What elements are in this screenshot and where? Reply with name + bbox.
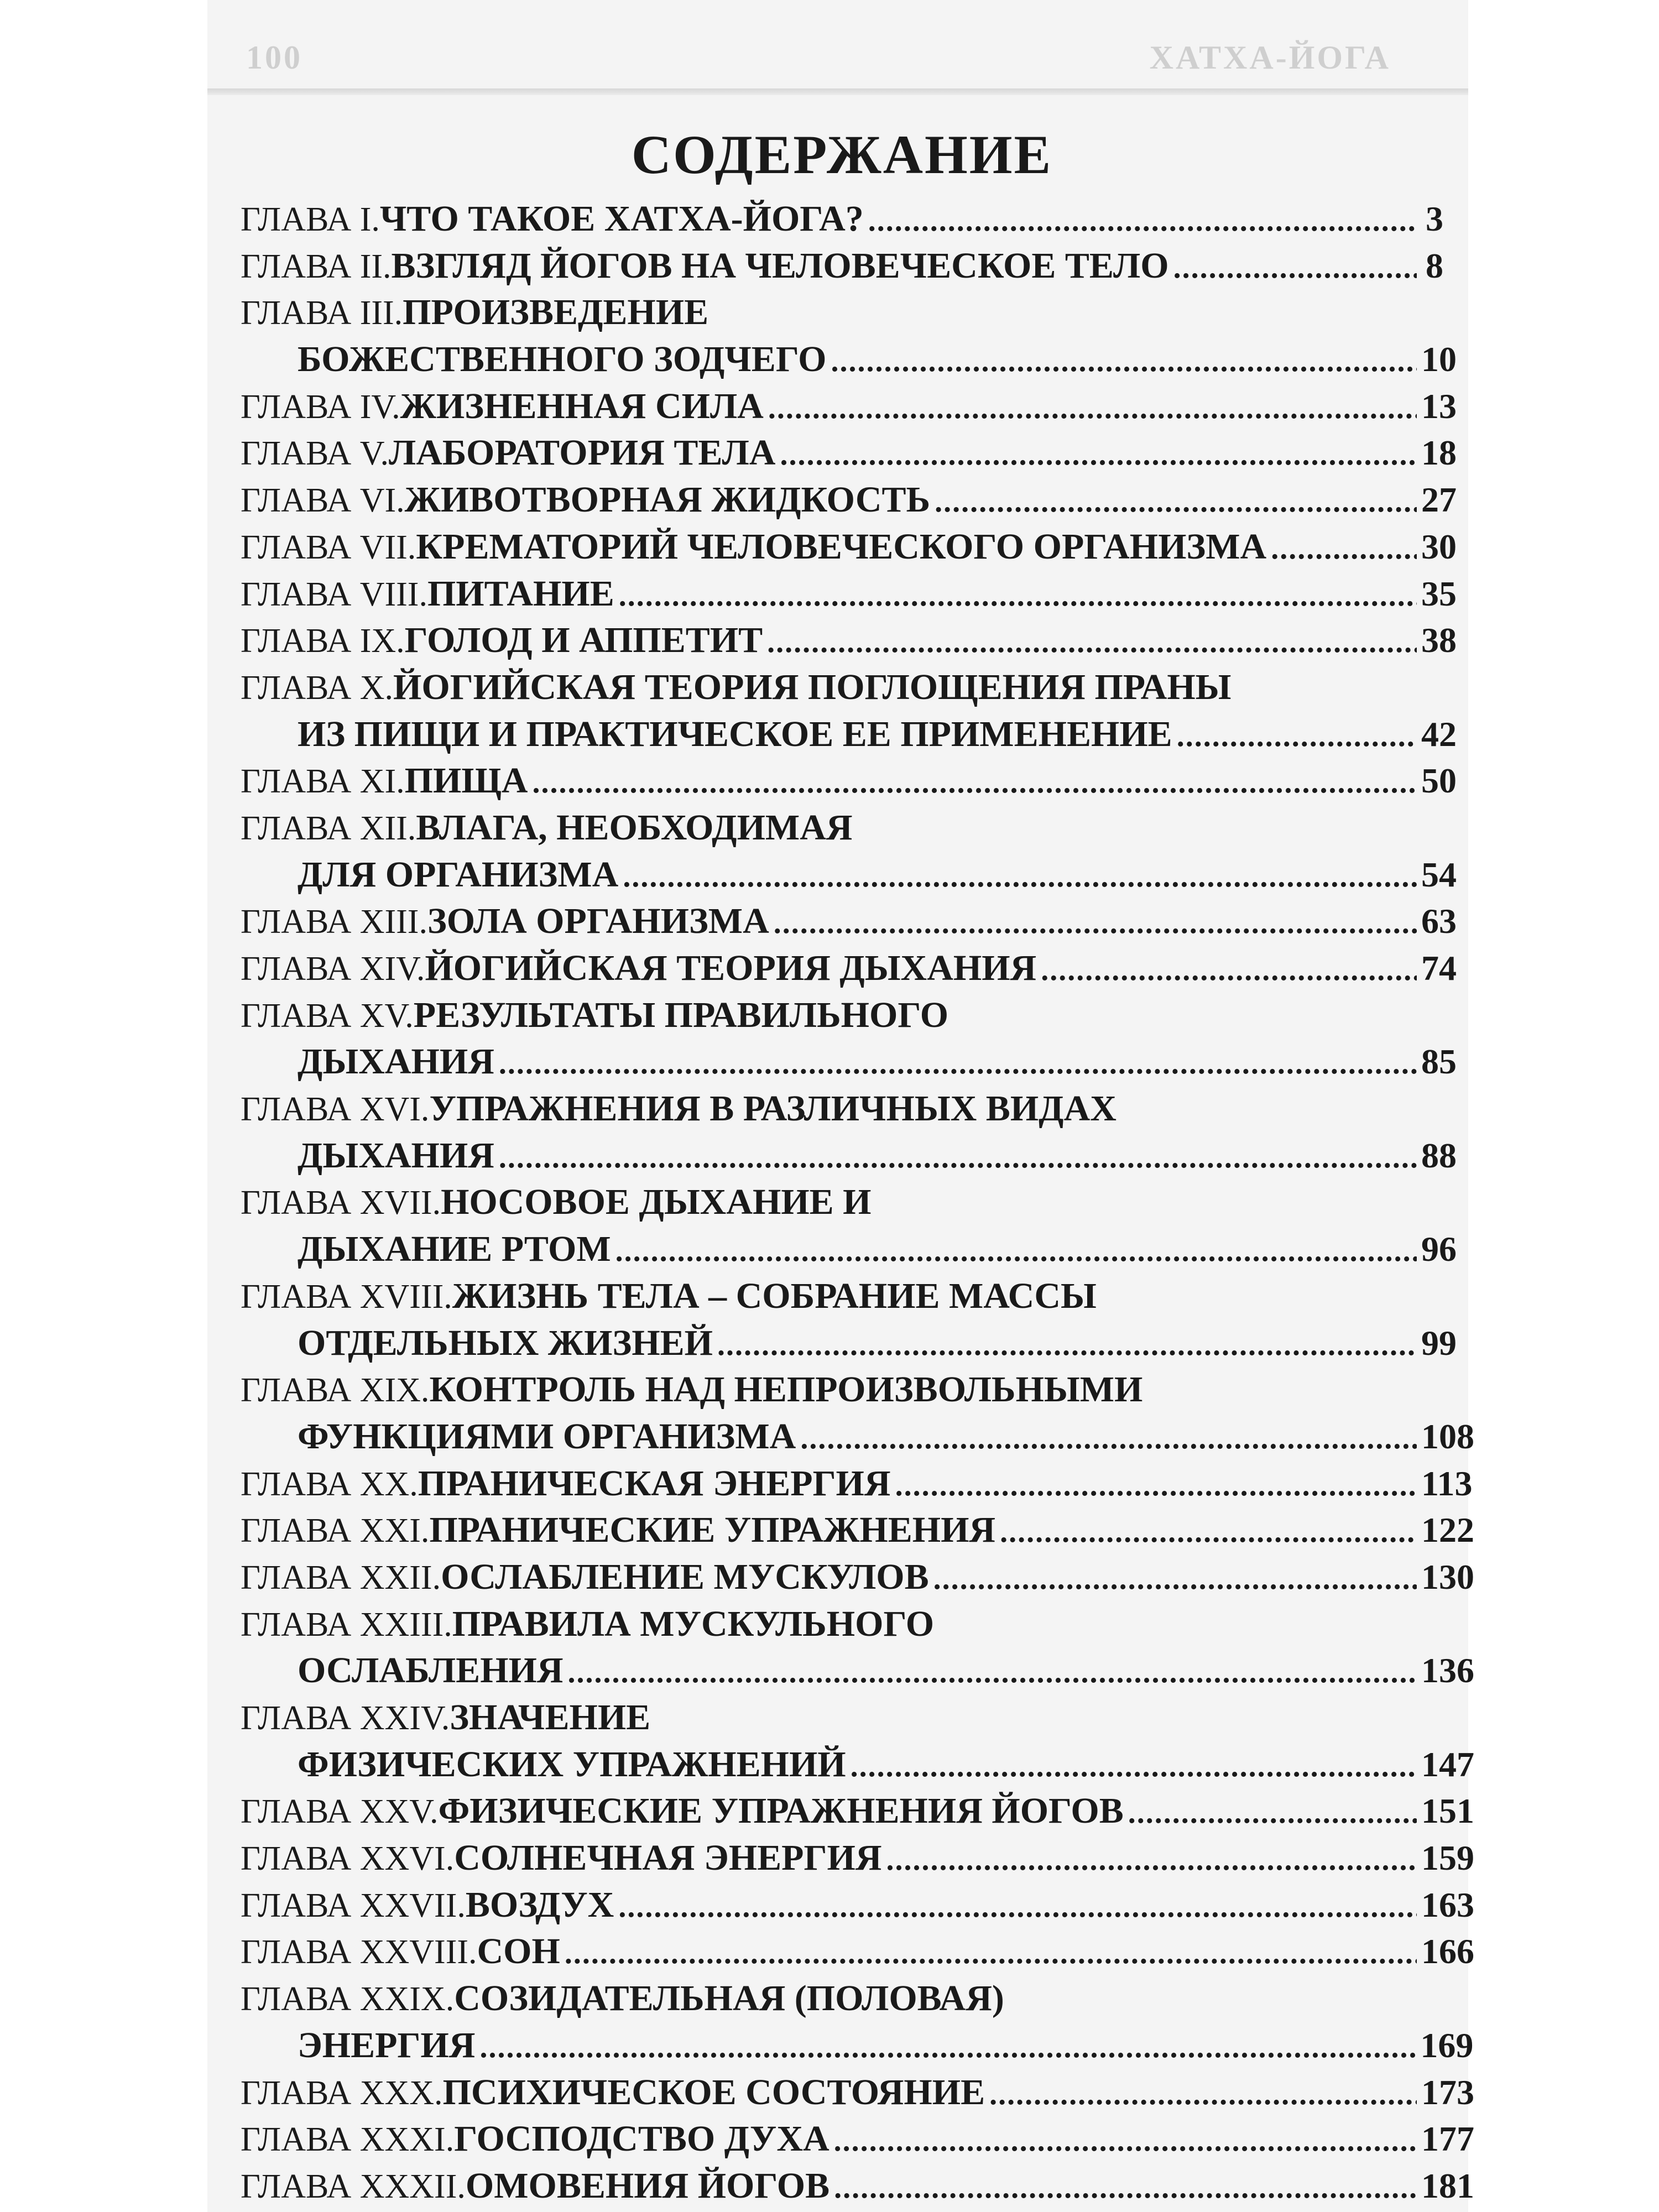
page-number: 18 bbox=[1421, 433, 1457, 473]
page-number: 122 bbox=[1421, 1510, 1474, 1550]
dot-leader bbox=[499, 1134, 1417, 1181]
page-number: 54 bbox=[1421, 854, 1457, 894]
toc-entry-line bbox=[241, 1226, 1457, 1273]
running-header-page-number: 100 bbox=[246, 39, 302, 76]
chapter-title: ВОЗДУХ bbox=[465, 1884, 614, 1925]
page-number: 42 bbox=[1421, 714, 1457, 754]
toc-entry-line bbox=[241, 289, 1443, 336]
toc-entry bbox=[241, 524, 1457, 571]
page-number: 88 bbox=[1421, 1135, 1457, 1175]
toc-entry-line bbox=[241, 1273, 1443, 1320]
toc-entry bbox=[241, 664, 1457, 758]
chapter-title: ГОСПОДСТВО ДУХА bbox=[454, 2119, 830, 2159]
page-number: 130 bbox=[1421, 1557, 1474, 1597]
toc-entry-line bbox=[241, 1507, 1474, 1554]
dot-leader bbox=[1177, 713, 1417, 760]
page-number: 151 bbox=[1421, 1791, 1474, 1831]
toc-entry-line bbox=[241, 477, 1457, 524]
toc-entry bbox=[241, 2069, 1474, 2116]
page-number: 159 bbox=[1421, 1838, 1474, 1878]
chapter-title: СОЗИДАТЕЛЬНАЯ (ПОЛОВАЯ) bbox=[454, 1978, 1004, 2019]
chapter-title: КРЕМАТОРИЙ ЧЕЛОВЕЧЕСКОГО ОРГАНИЗМА bbox=[416, 526, 1267, 567]
toc-entry-line bbox=[241, 2163, 1474, 2210]
toc-entry-line bbox=[241, 711, 1457, 758]
page-number: 3 bbox=[1426, 199, 1443, 238]
chapter-title: ЛАБОРАТОРИЯ ТЕЛА bbox=[389, 432, 776, 473]
chapter-title: ПРАНИЧЕСКИЕ УПРАЖНЕНИЯ bbox=[429, 1510, 996, 1551]
toc-entry-line bbox=[241, 1133, 1457, 1180]
chapter-prefix: ГЛАВА XXII. bbox=[241, 1558, 441, 1597]
chapter-prefix: ГЛАВА XXXI. bbox=[241, 2121, 455, 2159]
chapter-title: РЕЗУЛЬТАТЫ ПРАВИЛЬНОГО bbox=[413, 994, 949, 1035]
chapter-prefix: ГЛАВА XVI. bbox=[241, 1091, 430, 1129]
toc-entry-line bbox=[241, 1835, 1474, 1882]
chapter-title: ВЗГЛЯД ЙОГОВ НА ЧЕЛОВЕЧЕСКОЕ ТЕЛО bbox=[391, 245, 1169, 286]
page-number: 173 bbox=[1421, 2072, 1474, 2112]
toc-entry bbox=[241, 1835, 1474, 1882]
dot-leader bbox=[532, 759, 1417, 806]
page-number: 30 bbox=[1421, 526, 1457, 566]
dot-leader bbox=[800, 1415, 1417, 1462]
page-number: 177 bbox=[1421, 2119, 1474, 2159]
chapter-title: УПРАЖНЕНИЯ В РАЗЛИЧНЫХ ВИДАХ bbox=[429, 1088, 1117, 1129]
chapter-prefix: ГЛАВА XII. bbox=[241, 809, 416, 847]
dot-leader bbox=[1041, 947, 1417, 994]
page-number: 99 bbox=[1421, 1323, 1457, 1363]
toc-entry bbox=[241, 617, 1457, 664]
page-number: 108 bbox=[1421, 1416, 1474, 1456]
toc-entry bbox=[241, 1366, 1474, 1460]
toc-entry bbox=[241, 758, 1457, 805]
toc-entry bbox=[241, 289, 1457, 383]
chapter-prefix: ГЛАВА X. bbox=[241, 669, 394, 707]
page-number: 10 bbox=[1421, 340, 1457, 379]
toc-entry-line bbox=[241, 992, 1443, 1039]
chapter-prefix: ГЛАВА XI. bbox=[241, 763, 405, 801]
page-number: 136 bbox=[1421, 1651, 1474, 1691]
toc-entry bbox=[241, 1460, 1473, 1507]
dot-leader bbox=[768, 385, 1417, 432]
toc-entry-line bbox=[241, 805, 1443, 852]
chapter-prefix: ГЛАВА XXVIII. bbox=[241, 1933, 477, 1971]
toc-entry-line bbox=[241, 758, 1457, 805]
chapter-title: ДЫХАНИЕ РТОМ bbox=[298, 1229, 611, 1270]
toc-entry bbox=[241, 430, 1457, 477]
chapter-prefix: ГЛАВА IV. bbox=[241, 388, 400, 426]
page-number: 63 bbox=[1421, 901, 1457, 941]
page-number: 74 bbox=[1421, 948, 1457, 988]
toc-entry bbox=[241, 243, 1443, 290]
toc-entry-line bbox=[241, 945, 1457, 992]
chapter-prefix: ГЛАВА II. bbox=[241, 247, 392, 285]
dot-leader bbox=[774, 900, 1417, 947]
chapter-title: ПРАНИЧЕСКАЯ ЭНЕРГИЯ bbox=[418, 1463, 891, 1504]
toc-entry-line bbox=[241, 2069, 1474, 2116]
chapter-title: ГОЛОД И АППЕТИТ bbox=[404, 620, 763, 661]
toc-entry-line bbox=[241, 1928, 1474, 1975]
toc-entry bbox=[241, 571, 1457, 618]
dot-leader bbox=[831, 338, 1417, 385]
toc-entry-line bbox=[241, 664, 1443, 711]
chapter-prefix: ГЛАВА XIII. bbox=[241, 903, 427, 941]
page-number: 147 bbox=[1421, 1744, 1474, 1784]
dot-leader bbox=[717, 1322, 1417, 1369]
toc-entry bbox=[241, 1601, 1474, 1694]
toc-entry bbox=[241, 477, 1457, 524]
toc-entry-line bbox=[241, 196, 1443, 243]
chapter-title: ОСЛАБЛЕНИЕ МУСКУЛОВ bbox=[441, 1556, 929, 1597]
toc-entry-line bbox=[241, 1647, 1474, 1694]
toc-entry-line bbox=[241, 1413, 1474, 1460]
page-number: 38 bbox=[1421, 620, 1457, 660]
chapter-prefix: ГЛАВА VII. bbox=[241, 528, 416, 566]
chapter-prefix: ГЛАВА XXVI. bbox=[241, 1840, 455, 1878]
chapter-title: ФУНКЦИЯМИ ОРГАНИЗМА bbox=[298, 1416, 796, 1457]
toc-entry bbox=[241, 1179, 1457, 1272]
toc-entry bbox=[241, 805, 1457, 898]
dot-leader bbox=[479, 2024, 1416, 2071]
chapter-title: НОСОВОЕ ДЫХАНИЕ И bbox=[441, 1182, 872, 1223]
dot-leader bbox=[619, 572, 1417, 619]
chapter-title: ИЗ ПИЩИ И ПРАКТИЧЕСКОЕ ЕЕ ПРИМЕНЕНИЕ bbox=[298, 713, 1172, 754]
toc-entry-line bbox=[241, 1788, 1474, 1835]
chapter-prefix: ГЛАВА XIV. bbox=[241, 950, 425, 988]
chapter-title: ДЫХАНИЯ bbox=[298, 1135, 494, 1176]
chapter-prefix: ГЛАВА XVII. bbox=[241, 1184, 441, 1222]
page-number: 50 bbox=[1421, 761, 1457, 801]
dot-leader bbox=[568, 1649, 1417, 1696]
chapter-title: СОЛНЕЧНАЯ ЭНЕРГИЯ bbox=[454, 1838, 882, 1879]
toc-entry bbox=[241, 1788, 1474, 1835]
chapter-prefix: ГЛАВА XVIII. bbox=[241, 1277, 452, 1316]
toc-entry-line bbox=[241, 430, 1457, 477]
toc-entry-line bbox=[241, 1460, 1473, 1507]
toc-entry-line bbox=[241, 898, 1457, 945]
chapter-title: ЙОГИЙСКАЯ ТЕОРИЯ ПОГЛОЩЕНИЯ ПРАНЫ bbox=[393, 666, 1232, 707]
toc-entry bbox=[241, 992, 1457, 1086]
toc-entry-line bbox=[241, 1882, 1474, 1929]
toc-entry bbox=[241, 196, 1443, 243]
dot-leader bbox=[933, 1556, 1417, 1603]
page-number: 163 bbox=[1421, 1885, 1474, 1924]
chapter-title: КОНТРОЛЬ НАД НЕПРОИЗВОЛЬНЫМИ bbox=[429, 1369, 1143, 1410]
chapter-title: ПИТАНИЕ bbox=[427, 573, 614, 614]
toc-entry bbox=[241, 2163, 1474, 2210]
toc-entry-line bbox=[241, 243, 1443, 290]
chapter-prefix: ГЛАВА XXIX. bbox=[241, 1980, 455, 2018]
dot-leader bbox=[868, 197, 1417, 244]
chapter-title: ЗОЛА ОРГАНИЗМА bbox=[427, 901, 769, 942]
chapter-prefix: ГЛАВА V. bbox=[241, 435, 389, 473]
toc-entry-line bbox=[241, 1086, 1443, 1133]
toc-entry bbox=[241, 1086, 1457, 1179]
dot-leader bbox=[565, 1930, 1417, 1977]
toc-entry-line bbox=[241, 1554, 1474, 1601]
chapter-prefix: ГЛАВА XIX. bbox=[241, 1371, 430, 1410]
toc-entry-line bbox=[241, 1975, 1443, 2022]
dot-leader bbox=[851, 1743, 1417, 1790]
chapter-prefix: ГЛАВА I. bbox=[241, 201, 380, 238]
toc-entry-line bbox=[241, 383, 1457, 430]
dot-leader bbox=[618, 1884, 1417, 1931]
chapter-title: ДЫХАНИЯ bbox=[298, 1041, 494, 1082]
chapter-prefix: ГЛАВА III. bbox=[241, 294, 403, 332]
chapter-title: ЙОГИЙСКАЯ ТЕОРИЯ ДЫХАНИЯ bbox=[425, 948, 1037, 988]
dot-leader bbox=[834, 2117, 1417, 2164]
page-number: 166 bbox=[1421, 1932, 1474, 1971]
toc-entry-line bbox=[241, 2116, 1474, 2163]
toc-heading: СОДЕРЖАНИЕ bbox=[631, 124, 1053, 185]
chapter-prefix: ГЛАВА XV. bbox=[241, 997, 414, 1035]
chapter-prefix: ГЛАВА XXIII. bbox=[241, 1605, 452, 1644]
toc-entry-line bbox=[241, 1320, 1457, 1367]
dot-leader bbox=[834, 2164, 1417, 2211]
toc-entry-line bbox=[241, 1741, 1474, 1788]
chapter-title: БОЖЕСТВЕННОГО ЗОДЧЕГО bbox=[298, 339, 827, 380]
chapter-title: ЖИЗНЬ ТЕЛА – СОБРАНИЕ МАССЫ bbox=[452, 1275, 1097, 1316]
toc-entry-line bbox=[241, 852, 1457, 899]
chapter-title: ФИЗИЧЕСКИЕ УПРАЖНЕНИЯ ЙОГОВ bbox=[438, 1791, 1124, 1832]
toc-entry bbox=[241, 2116, 1474, 2163]
dot-leader bbox=[623, 853, 1417, 900]
dot-leader bbox=[895, 1462, 1417, 1509]
chapter-prefix: ГЛАВА IX. bbox=[241, 622, 405, 660]
toc-entry bbox=[241, 1694, 1474, 1788]
dot-leader bbox=[989, 2071, 1417, 2118]
dot-leader bbox=[1128, 1790, 1417, 1837]
toc-entry bbox=[241, 898, 1457, 945]
chapter-title: ЖИЗНЕННАЯ СИЛА bbox=[400, 385, 764, 426]
chapter-prefix: ГЛАВА XXV. bbox=[241, 1793, 439, 1831]
toc-entry bbox=[241, 945, 1457, 992]
page-number: 35 bbox=[1421, 573, 1457, 613]
toc-entry-line bbox=[241, 1366, 1443, 1413]
chapter-title: ВЛАГА, НЕОБХОДИМАЯ bbox=[416, 807, 853, 848]
page-number: 96 bbox=[1421, 1229, 1457, 1269]
chapter-title: ОМОВЕНИЯ ЙОГОВ bbox=[465, 2165, 830, 2206]
toc-entry-line bbox=[241, 617, 1457, 664]
dot-leader bbox=[1271, 525, 1417, 572]
chapter-title: СОН bbox=[477, 1931, 560, 1972]
toc-entry-line bbox=[241, 571, 1457, 618]
running-header-bleed bbox=[246, 39, 1435, 76]
page-number: 113 bbox=[1421, 1463, 1473, 1503]
dot-leader bbox=[935, 478, 1417, 525]
chapter-title: ПРАВИЛА МУСКУЛЬНОГО bbox=[452, 1603, 935, 1644]
toc-entry bbox=[241, 1554, 1474, 1601]
dot-leader bbox=[615, 1228, 1417, 1275]
table-of-contents bbox=[241, 122, 1474, 2210]
running-header-title: ХАТХА-ЙОГА bbox=[1149, 39, 1391, 76]
toc-entry-line bbox=[241, 1179, 1443, 1226]
chapter-prefix: ГЛАВА XXXII. bbox=[241, 2167, 466, 2205]
book-page bbox=[207, 0, 1474, 2212]
chapter-prefix: ГЛАВА VIII. bbox=[241, 575, 427, 613]
chapter-title: ДЛЯ ОРГАНИЗМА bbox=[298, 854, 619, 895]
chapter-prefix: ГЛАВА VI. bbox=[241, 482, 405, 520]
toc-entry bbox=[241, 1882, 1474, 1929]
dot-leader bbox=[1000, 1509, 1417, 1556]
toc-entry-line bbox=[241, 336, 1457, 383]
page-number: 8 bbox=[1426, 246, 1443, 285]
toc-entry bbox=[241, 1975, 1474, 2069]
dot-leader bbox=[780, 431, 1417, 478]
toc-entry bbox=[241, 1507, 1474, 1554]
chapter-title: ЧТО ТАКОЕ ХАТХА-ЙОГА? bbox=[379, 199, 864, 239]
chapter-title: ЖИВОТВОРНАЯ ЖИДКОСТЬ bbox=[404, 479, 931, 520]
page-number: 169 bbox=[1420, 2025, 1474, 2065]
chapter-title: ПРОИЗВЕДЕНИЕ bbox=[403, 292, 709, 333]
chapter-title: ФИЗИЧЕСКИХ УПРАЖНЕНИЙ bbox=[298, 1744, 846, 1785]
toc-entry-line bbox=[241, 1039, 1457, 1086]
chapter-prefix: ГЛАВА XXIV. bbox=[241, 1699, 450, 1737]
chapter-title: ОТДЕЛЬНЫХ ЖИЗНЕЙ bbox=[298, 1322, 713, 1363]
page-number: 13 bbox=[1421, 386, 1457, 426]
dot-leader bbox=[499, 1040, 1417, 1087]
dot-leader bbox=[1173, 244, 1417, 291]
dot-leader bbox=[767, 619, 1417, 666]
toc-entry-line bbox=[241, 524, 1457, 571]
chapter-title: ЭНЕРГИЯ bbox=[298, 2025, 476, 2065]
toc-entry bbox=[241, 1928, 1474, 1975]
toc-entry-line bbox=[241, 1601, 1443, 1648]
chapter-title: ЗНАЧЕНИЕ bbox=[450, 1697, 651, 1738]
toc-entry bbox=[241, 383, 1457, 430]
toc-entry-line bbox=[241, 2022, 1474, 2069]
page-number: 181 bbox=[1421, 2166, 1474, 2205]
chapter-title: ПИЩА bbox=[404, 760, 528, 801]
toc-entry bbox=[241, 1273, 1457, 1366]
page-number: 85 bbox=[1421, 1042, 1457, 1082]
toc-entry-list bbox=[241, 196, 1474, 2210]
dot-leader bbox=[886, 1837, 1417, 1884]
toc-entry-line bbox=[241, 1694, 1443, 1741]
page-number: 27 bbox=[1421, 480, 1457, 520]
chapter-prefix: ГЛАВА XXVII. bbox=[241, 1886, 466, 1924]
chapter-prefix: ГЛАВА XXI. bbox=[241, 1512, 430, 1550]
chapter-prefix: ГЛАВА XXX. bbox=[241, 2074, 443, 2112]
chapter-title: ПСИХИЧЕСКОЕ СОСТОЯНИЕ bbox=[442, 2072, 985, 2112]
chapter-prefix: ГЛАВА XX. bbox=[241, 1465, 418, 1503]
chapter-title: ОСЛАБЛЕНИЯ bbox=[298, 1650, 564, 1691]
